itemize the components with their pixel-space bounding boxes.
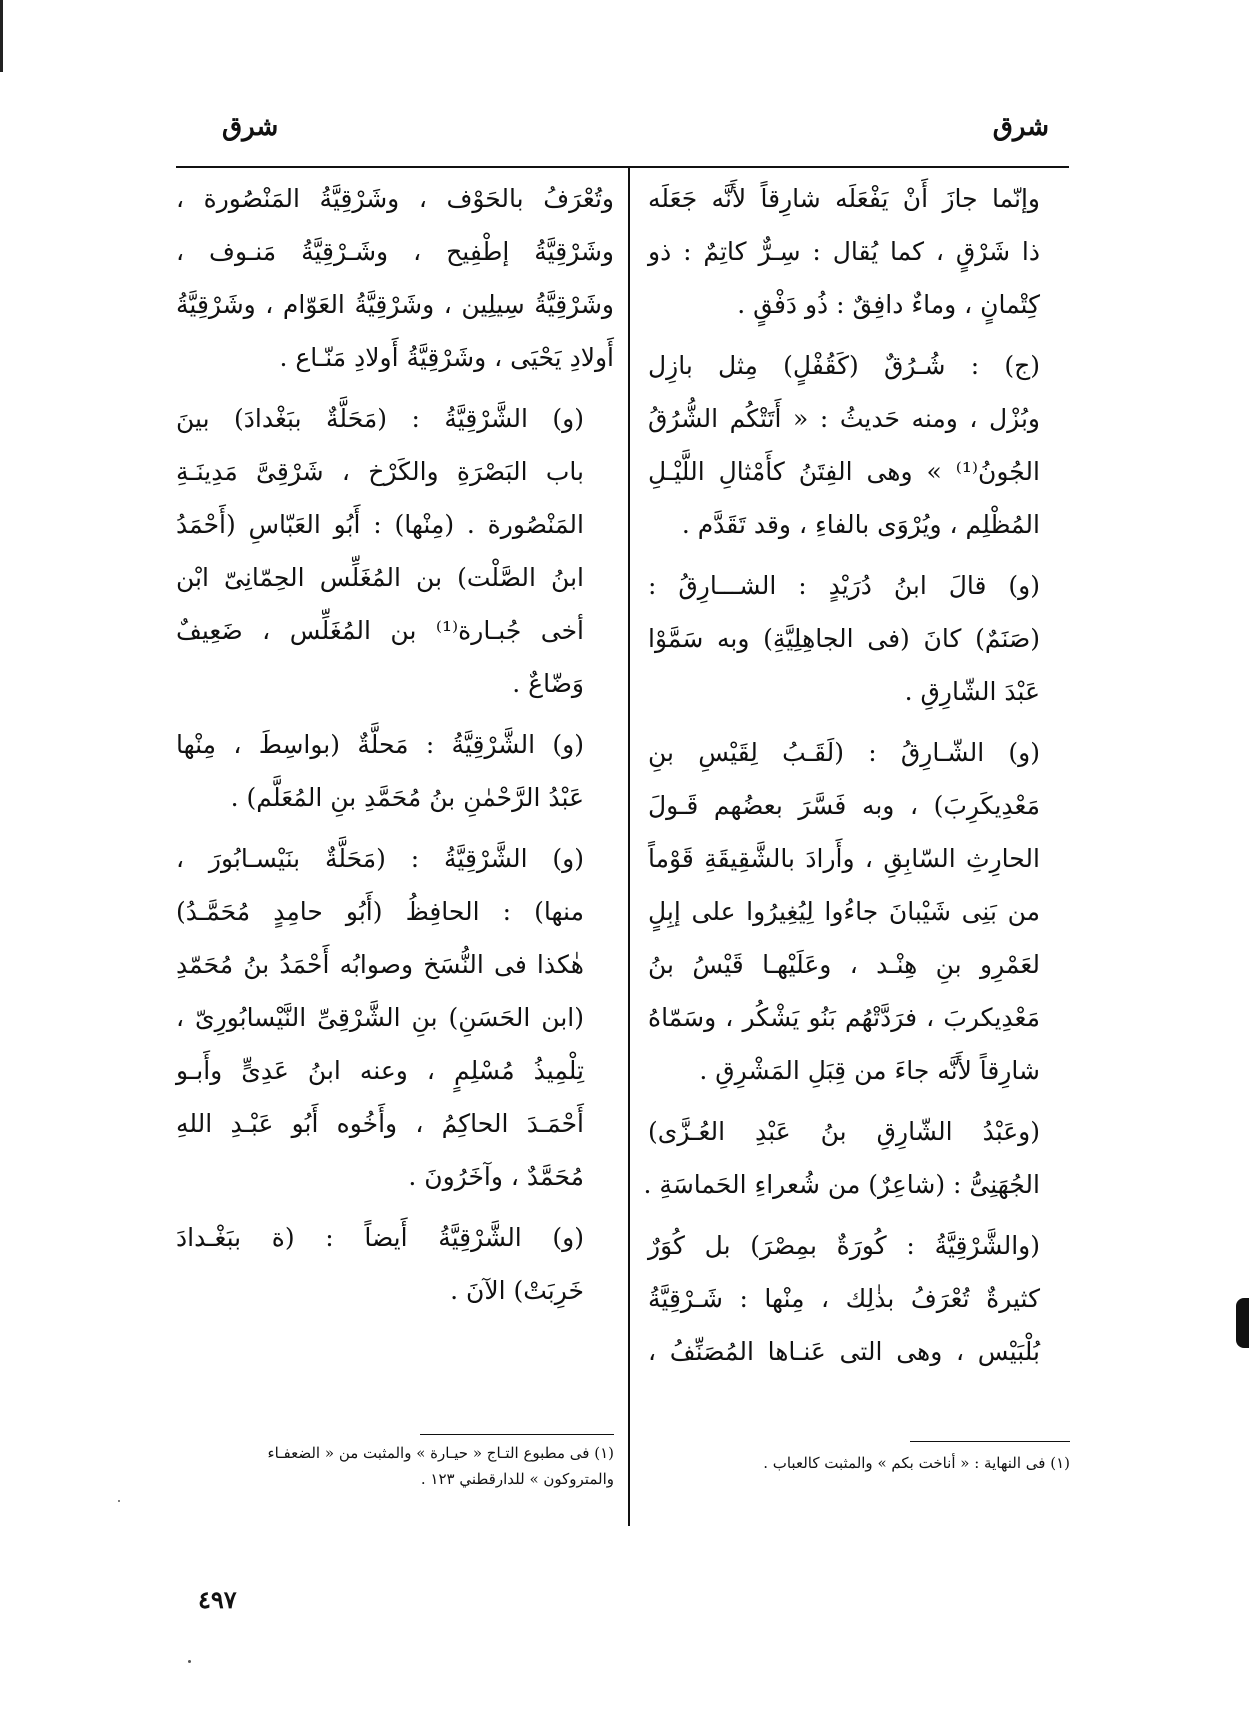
text-line: الحارِثِ السّابِقِ ، وأَرادَ بالشَّقِيقَةِ قَوْماً — [648, 844, 1040, 873]
footnote-line: والمتروكون » للدارقطني ١٢٣ . — [420, 1470, 614, 1488]
text-line: بُلْبَيْس ، وهى التى عَنـاها المُصَنِّفُ ، — [648, 1337, 1040, 1366]
header-rule — [176, 166, 1069, 168]
text-line: (ابن الحَسَنِ) بنِ الشَّرْقِىِّ النَّيْسابُورِىّ ، — [176, 1003, 584, 1032]
column-divider — [628, 166, 630, 1526]
text-line: مَعْدِيكَرِبَ) ، وبه فَسَّرَ بعضُهم قَـولَ — [648, 791, 1040, 820]
footnote-right: (١) فى النهاية : « أناخت بكم » والمثبت كالعباب . — [763, 1454, 1070, 1472]
text-line: (و) الشَّرْقِيَّةُ : (مَحَلَّةٌ بنَيْسـابُورَ ، — [176, 844, 584, 873]
text-line: وبُزْل ، ومنه حَديثُ : « أَتَتْكُم الشُّرُقُ — [648, 404, 1040, 433]
footnote-rule-right — [910, 1441, 1070, 1442]
text-line: (صَنَمٌ) كانَ (فى الجاهِلِيَّةِ) وبه سَمَّوْا — [648, 624, 1040, 653]
text-line: أَحْمَـدَ الحاكِمُ ، وأَخُوه أَبُو عَبْـدِ اللهِ — [176, 1109, 584, 1138]
text-line: (و) الشَّرْقِيَّةُ : مَحلَّةٌ (بواسِطَ ، مِنْها — [176, 730, 584, 759]
running-head-right: شرق — [992, 112, 1049, 142]
thumb-index-tab — [1236, 1298, 1249, 1348]
entry-paragraph — [648, 559, 1070, 718]
text-line: (و) الشّـارِقُ : (لَقَـبُ لِقَيْسِ بنِ — [648, 738, 1040, 767]
text-line: ابنُ الصَّلْت) بن المُغَلِّس الحِمّانِىّ ابْن — [176, 563, 584, 592]
text-line: مُحَمَّدٌ ، وآخَرُونَ . — [408, 1162, 584, 1191]
scan-speck — [188, 1660, 191, 1663]
text-line: (و) قالَ ابنُ دُرَيْدٍ : الشـــارِقُ : — [648, 571, 1040, 600]
entry-paragraph — [176, 392, 614, 710]
right-column — [643, 172, 1070, 1386]
text-line: وتُعْرَفُ بالحَوْف ، وشَرْقِيَّةُ المَنْصُورة ، — [176, 184, 614, 213]
entry-paragraph — [648, 339, 1070, 551]
text-line: (وعَبْدُ الشّارِقِ بنُ عَبْدِ العُـزَّى) — [648, 1117, 1040, 1146]
text-line: وإنّما جازَ أَنْ يَفْعَلَه شارِقاً لأَنَّه جَعَلَه — [648, 184, 1040, 213]
footnote-left — [176, 1440, 614, 1492]
entry-paragraph — [176, 172, 614, 384]
text-line: وشَرْقِيَّةُ إطْفِيح ، وشَـرْقِيَّةُ مَنـوف ، — [176, 237, 614, 266]
entry-paragraph — [648, 1219, 1070, 1378]
text-line: أخى جُبـارة⁽¹⁾ بن المُغَلِّس ، ضَعِيفٌ — [176, 616, 585, 645]
text-line: الجُهَنِىُّ : (شاعِرٌ) من شُعراءِ الحَماسَةِ . — [643, 1170, 1040, 1199]
text-line: المُظْلِم ، ويُرْوَى بالفاءِ ، وقد تَقَدَّم . — [681, 510, 1040, 539]
text-line: المَنْصُورة . (مِنْها) : أَبُو العَبّاسِ (أَحْمَدُ — [176, 510, 584, 539]
text-line: مَعْدِيكربَ ، فرَدَّتْهُم بَنُو يَشْكُر ، وسَمّاهُ — [648, 1003, 1040, 1032]
entry-paragraph — [176, 832, 614, 1203]
running-head-left: شرق — [222, 112, 279, 142]
text-line: عَبْدُ الرَّحْمٰنِ بنُ مُحَمَّدِ بنِ المُعَلَّم) . — [230, 783, 584, 812]
entry-paragraph — [176, 718, 614, 824]
text-line: لعَمْرِو بنِ هِنْـد ، وعَلَيْهـا قَيْسُ بنُ — [648, 950, 1040, 979]
text-line: (والشَّرْقِيَّةُ : كُورَةٌ بمِصْرَ) بل كُوَرٌ — [648, 1231, 1040, 1260]
text-line: من بَنِى شَيْبانَ جاءُوا لِيُغِيرُوا على إبِلٍ — [648, 897, 1040, 926]
text-line: الجُونُ⁽¹⁾ » وهى الفِتَنُ كأَمْثالِ اللَّيْـلِ — [648, 457, 1040, 486]
text-line: (و) الشَّرْقِيَّةُ : (مَحَلَّةٌ ببَغْدادَ) بينَ — [176, 404, 584, 433]
text-line: تِلْمِيذُ مُسْلِمٍ ، وعنه ابنُ عَدِىٍّ وأَبـو — [176, 1056, 584, 1085]
entry-paragraph — [176, 1211, 614, 1317]
entry-paragraph — [648, 172, 1070, 331]
text-line: عَبْدَ الشّارِقِ . — [904, 677, 1040, 706]
scan-edge-mark — [0, 0, 8, 72]
text-line: كثيرةٌ تُعْرَفُ بذٰلِك ، مِنْها : شَـرْقِيَّةُ — [648, 1284, 1040, 1313]
footnote-rule-left — [420, 1434, 614, 1435]
left-column — [176, 172, 614, 1325]
entry-paragraph — [648, 726, 1070, 1097]
text-line: وشَرْقِيَّةُ سِيلِين ، وشَرْقِيَّةُ العَوّام ، وشَرْقِيَّةُ — [176, 290, 614, 319]
text-line: شارِقاً لأَنَّه جاءَ من قِبَلِ المَشْرِقِ . — [699, 1056, 1040, 1085]
text-line: (ج) : شُـرُقٌ (كَقُفْلٍ) مِثل بازِل — [648, 351, 1040, 380]
text-line: ذا شَرْقٍ ، كما يُقال : سِـرٌّ كاتِمٌ : ذو — [648, 237, 1040, 266]
text-line: هٰكذا فى النُّسَخ وصوابُه أَحْمَدُ بنُ مُحَمّدِ — [176, 950, 584, 979]
text-line: باب البَصْرَةِ والكَرْخ ، شَرْقِىَّ مَدِينَـةِ — [176, 457, 584, 486]
text-line: كِتْمانٍ ، وماءٌ دافِقٌ : ذُو دَفْقٍ . — [737, 290, 1040, 319]
text-line: وَضّاعٌ . — [512, 669, 584, 698]
scan-speck — [118, 1500, 120, 1502]
text-line: أَولادِ يَحْيَى ، وشَرْقِيَّةُ أَولادِ مَنّـاع . — [279, 343, 614, 372]
text-line: (و) الشَّرْقِيَّةُ أَيضاً : (ة ببَغْـدادَ — [176, 1223, 584, 1252]
text-line: خَرِبَتْ) الآنَ . — [450, 1276, 584, 1305]
page-number: ٤٩٧ — [198, 1585, 237, 1614]
text-line: منها) : الحافِظُ (أَبُو حامِدٍ مُحَمَّـدُ) — [176, 897, 584, 926]
entry-paragraph — [643, 1105, 1070, 1211]
footnote-line: (١) فى مطبوع التـاج « حيـارة » والمثبت من « الضعفـاء — [267, 1444, 614, 1462]
